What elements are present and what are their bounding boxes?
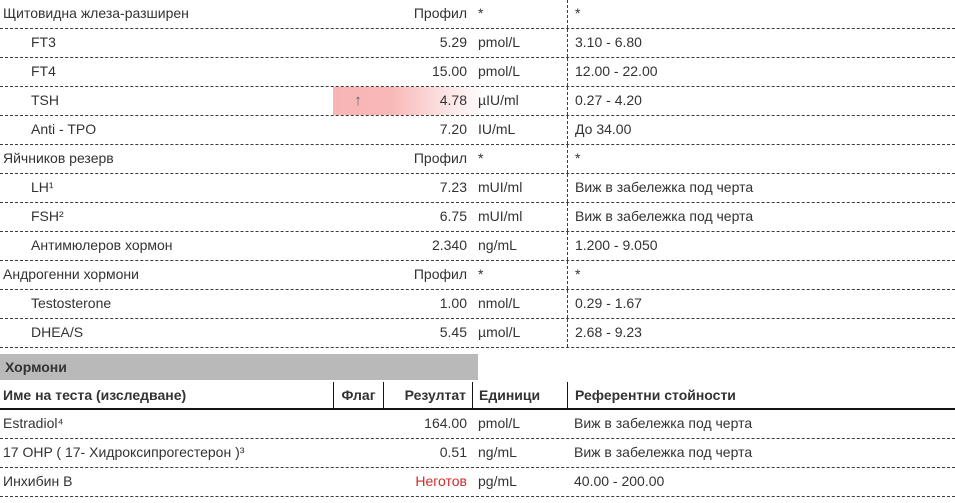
test-name: Anti - TPO — [31, 121, 97, 137]
reference-range: 12.00 - 22.00 — [567, 58, 955, 86]
flag-cell — [333, 116, 383, 144]
reference-range: 40.00 - 200.00 — [574, 473, 665, 489]
reference-range: Виж в забележка под черта — [574, 444, 753, 460]
flag-cell — [333, 468, 383, 496]
units-value: nmol/L — [478, 295, 521, 311]
test-name: 17 OHP ( 17- Хидроксипрогестерон )³ — [3, 444, 245, 460]
test-name: Инхибин B — [3, 473, 73, 489]
units-value: µIU/ml — [478, 92, 519, 108]
section-title: Яйчников резерв — [3, 150, 114, 166]
reference-mark: * — [567, 261, 955, 289]
flag-cell — [333, 203, 383, 231]
units-value: pmol/L — [478, 34, 521, 50]
reference-range: 3.10 - 6.80 — [567, 29, 955, 57]
result-value: 164.00 — [424, 415, 467, 431]
test-name: FT4 — [31, 63, 56, 79]
flag-cell — [333, 319, 383, 347]
result-value: 7.23 — [439, 179, 467, 195]
reference-range: 1.200 - 9.050 — [567, 232, 955, 260]
column-header-units: Единици — [472, 382, 567, 408]
test-name: FSH² — [31, 208, 64, 224]
reference-range: 0.27 - 4.20 — [567, 87, 955, 115]
row-lh — [0, 174, 955, 203]
result-value: 5.29 — [439, 34, 467, 50]
result-value: 7.20 — [439, 121, 467, 137]
test-name: TSH — [31, 92, 59, 108]
column-header-flag: Флаг — [333, 382, 383, 408]
result-value: 4.78 — [439, 92, 467, 108]
result-value: 2.340 — [431, 237, 467, 253]
flag-cell — [333, 0, 383, 28]
flag-cell — [333, 58, 383, 86]
row-ft3 — [0, 29, 955, 58]
row-dheas — [0, 319, 955, 348]
units-value: pg/mL — [478, 473, 517, 489]
row-17-ohp — [0, 439, 955, 468]
row-ft4 — [0, 58, 955, 87]
section-header-ovarian-reserve — [0, 145, 955, 174]
flag-cell — [333, 145, 383, 173]
reference-range: Виж в забележка под черта — [567, 174, 955, 202]
section-title: Андрогенни хормони — [3, 266, 139, 282]
profile-label: Профил — [413, 5, 467, 21]
reference-mark: * — [567, 0, 955, 28]
reference-range: Виж в забележка под черта — [567, 203, 955, 231]
column-header-result: Резултат — [383, 382, 472, 408]
reference-range: До 34.00 — [567, 116, 955, 144]
units-value: pmol/L — [478, 63, 521, 79]
hormones-table-header — [0, 382, 955, 410]
profile-label: Профил — [413, 266, 467, 282]
units-value: ng/mL — [478, 237, 517, 253]
section-header-androgens — [0, 261, 955, 290]
result-value: 6.75 — [439, 208, 467, 224]
test-name: FT3 — [31, 34, 56, 50]
units-mark: * — [478, 150, 484, 166]
result-value: 1.00 — [439, 295, 467, 311]
hormones-table — [0, 382, 955, 497]
units-mark: * — [478, 5, 484, 21]
test-name: Антимюлеров хормон — [31, 237, 173, 253]
result-value: 0.51 — [439, 444, 467, 460]
row-anti-tpo — [0, 116, 955, 145]
units-value: pmol/L — [478, 415, 521, 431]
test-name: Estradiol⁴ — [3, 415, 64, 431]
high-flag-arrow-icon: ↑ — [354, 92, 362, 109]
test-name: Testosterone — [31, 295, 112, 311]
row-amh — [0, 232, 955, 261]
reference-range: 0.29 - 1.67 — [567, 290, 955, 318]
units-value: IU/mL — [478, 121, 516, 137]
flag-cell — [333, 439, 383, 467]
row-testosterone — [0, 290, 955, 319]
flag-cell — [333, 261, 383, 289]
section-title: Щитовидна жлеза-разширен — [3, 5, 189, 21]
test-name: LH¹ — [31, 179, 54, 195]
profile-label: Профил — [413, 150, 467, 166]
flag-cell — [333, 410, 383, 438]
units-value: mUI/ml — [478, 208, 523, 224]
section-header-thyroid — [0, 0, 955, 29]
flag-cell — [333, 174, 383, 202]
row-fsh — [0, 203, 955, 232]
flag-cell — [333, 232, 383, 260]
column-header-reference: Референтни стойности — [567, 382, 955, 408]
row-tsh — [0, 87, 955, 116]
result-value: 5.45 — [439, 324, 467, 340]
units-value: µmol/L — [478, 324, 521, 340]
flag-cell — [333, 29, 383, 57]
row-estradiol — [0, 410, 955, 439]
flag-cell — [333, 290, 383, 318]
reference-mark: * — [567, 145, 955, 173]
column-header-test-name: Име на теста (изследване) — [3, 387, 187, 403]
reference-range: 2.68 - 9.23 — [567, 319, 955, 347]
units-mark: * — [478, 266, 484, 282]
result-value: 15.00 — [431, 63, 467, 79]
section-band-hormones: Хормони — [0, 354, 478, 380]
units-value: ng/mL — [478, 444, 517, 460]
row-inhibin-b — [0, 468, 955, 497]
result-not-ready: Неготов — [415, 473, 467, 489]
units-value: mUI/ml — [478, 179, 523, 195]
test-name: DHEA/S — [31, 324, 84, 340]
reference-range: Виж в забележка под черта — [574, 415, 753, 431]
